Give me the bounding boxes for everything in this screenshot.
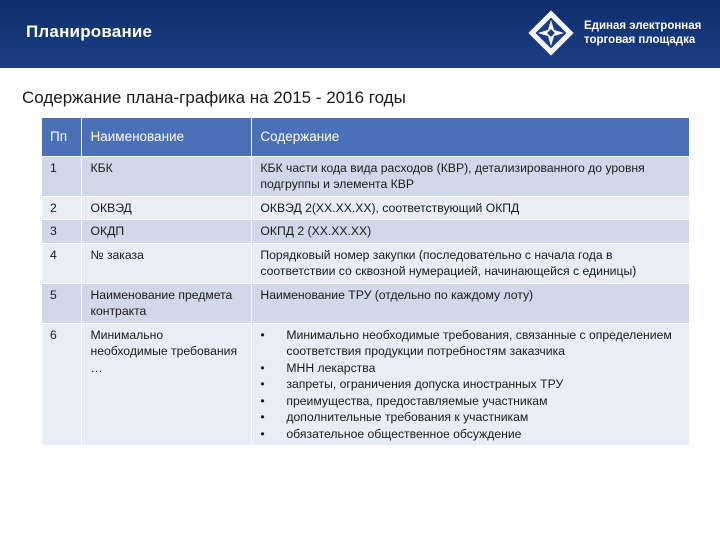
logo-text-line1: Единая электронная [584,20,702,32]
column-header-content: Содержание [252,118,690,156]
list-item: • преимущества, предоставляемые участникам [260,393,681,410]
cell-name: КБК [82,156,252,196]
table-row [42,196,690,220]
cell-name: № заказа [82,243,252,283]
cell-name: ОКДП [82,220,252,244]
requirements-list [260,327,681,443]
cell-number: 4 [42,243,82,283]
cell-content: Порядковый номер закупки (последовательно с начала года в соответствии со сквозной нумерацией, начинающейся с единицы) [252,243,690,283]
cell-content: КБК части кода вида расходов (КВР), детализированного до уровня подгруппы и элемента КВР [252,156,690,196]
cell-content [252,323,690,445]
cell-name: Наименование предмета контракта [82,283,252,323]
cell-content: ОКВЭД 2(ХХ.ХХ.ХХ), соответствующий ОКПД [252,196,690,220]
column-header-number: Пп [42,118,82,156]
cell-number: 3 [42,220,82,244]
header-bar [0,0,720,68]
list-item: • обязательное общественное обсуждение [260,426,681,443]
plan-table [42,118,690,445]
cell-number: 6 [42,323,82,445]
table-row [42,243,690,283]
etp-diamond-logo-icon [528,10,574,56]
cell-content: Наименование ТРУ (отдельно по каждому лоту) [252,283,690,323]
cell-number: 2 [42,196,82,220]
logo [528,10,708,58]
table-row [42,283,690,323]
list-item: • запреты, ограничения допуска иностранных ТРУ [260,376,681,393]
logo-text-line2: торговая площадка [584,34,696,46]
header-title: Планирование [26,22,153,41]
list-item: • МНН лекарства [260,360,681,377]
cell-number: 5 [42,283,82,323]
slide-subtitle: Содержание плана-графика на 2015 - 2016 годы [22,88,406,107]
table-header-row [42,118,690,156]
cell-number: 1 [42,156,82,196]
table-row [42,156,690,196]
column-header-name: Наименование [82,118,252,156]
logo-text [584,19,701,47]
cell-name: Минимально необходимые требования … [82,323,252,445]
list-item: • Минимально необходимые требования, связанные с определением соответствия продукции потребностям заказчика [260,327,681,360]
cell-name: ОКВЭД [82,196,252,220]
cell-content: ОКПД 2 (ХХ.ХХ.ХХ) [252,220,690,244]
list-item: • дополнительные требования к участникам [260,409,681,426]
table-row [42,323,690,445]
table-row [42,220,690,244]
